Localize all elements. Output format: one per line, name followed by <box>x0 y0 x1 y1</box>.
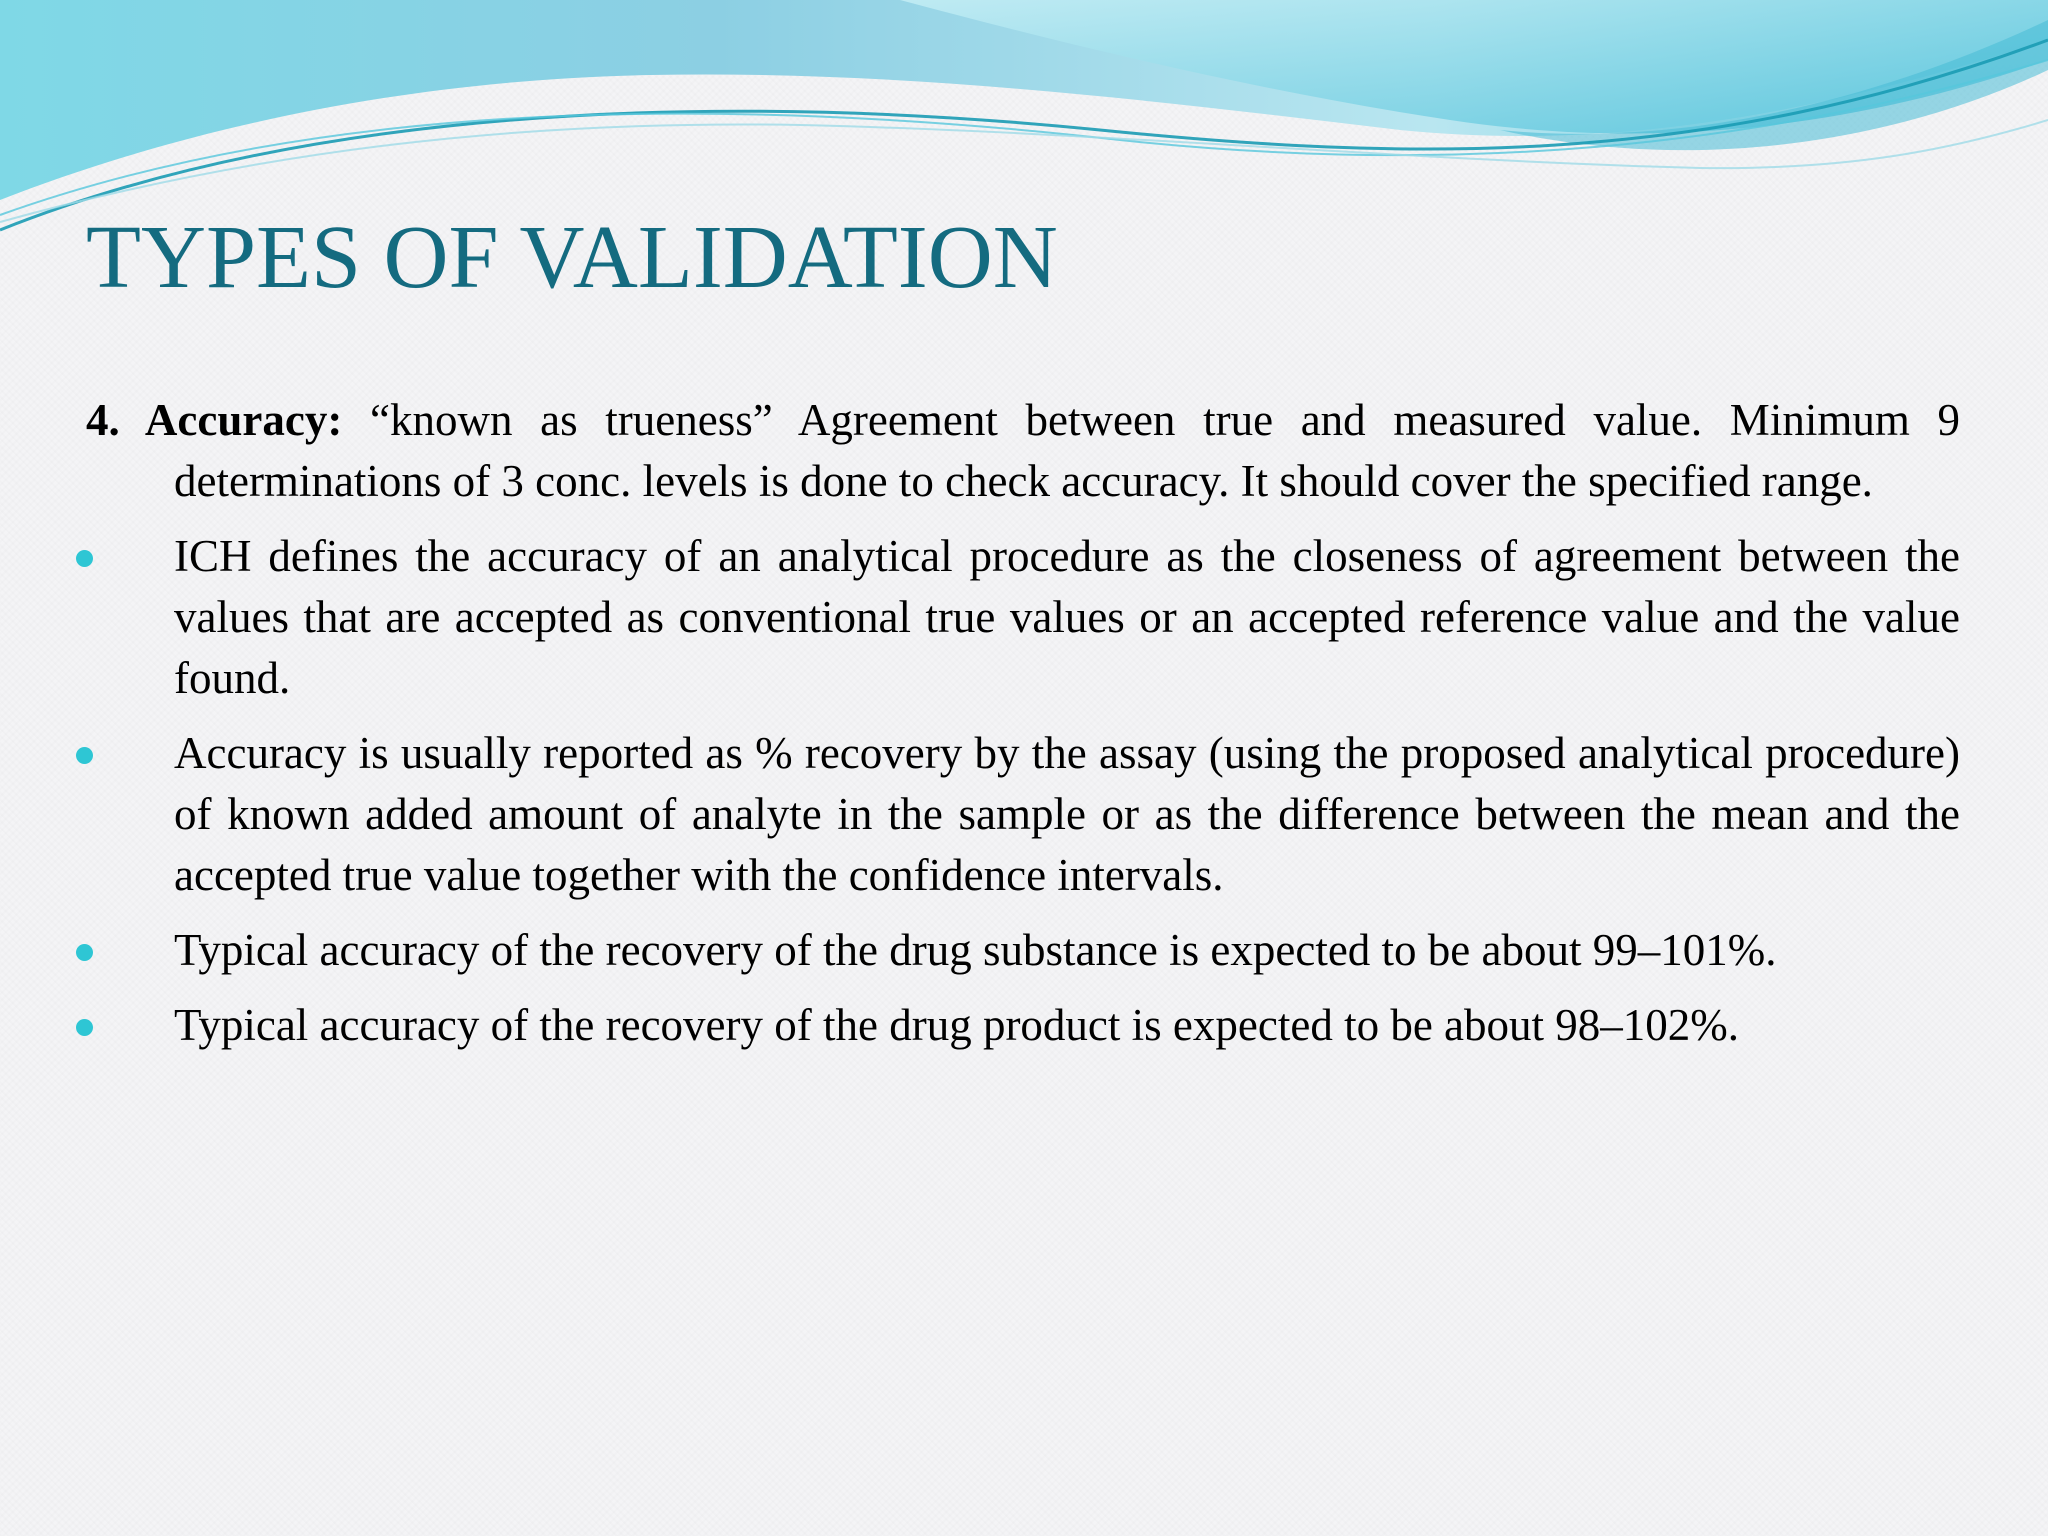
bullet-text: Typical accuracy of the recovery of the drug substance is expected to be about 99–101%. <box>174 925 1777 975</box>
bullet-text: Accuracy is usually reported as % recovery by the assay (using the proposed analytical procedure) of known added amount of analyte in the sample or as the difference between the mean and the accepted true value together with the confidence intervals. <box>174 728 1960 900</box>
list-item <box>86 526 1960 709</box>
bullet-text: Typical accuracy of the recovery of the drug product is expected to be about 98–102%. <box>174 1000 1740 1050</box>
accuracy-definition-text: “known as trueness” Agreement between true and measured value. Minimum 9 determinations of 3 conc. levels is done to check accuracy. It should cover the specified range. <box>174 395 1960 506</box>
accuracy-label: 4. Accuracy: <box>86 395 343 445</box>
dot-bullet-icon <box>76 944 93 961</box>
dot-bullet-icon <box>76 1019 93 1036</box>
list-item <box>86 920 1960 981</box>
slide-body <box>86 390 1960 1070</box>
wave-header-decoration <box>0 0 2048 240</box>
list-item <box>86 723 1960 906</box>
slide-title: TYPES OF VALIDATION <box>86 208 1058 307</box>
list-item <box>86 995 1960 1056</box>
dot-bullet-icon <box>76 747 93 764</box>
accuracy-definition <box>86 390 1960 512</box>
bullet-list <box>86 526 1960 1056</box>
dot-bullet-icon <box>76 550 93 567</box>
bullet-text: ICH defines the accuracy of an analytical procedure as the closeness of agreement between the values that are accepted as conventional true values or an accepted reference value and the value found. <box>174 531 1960 703</box>
